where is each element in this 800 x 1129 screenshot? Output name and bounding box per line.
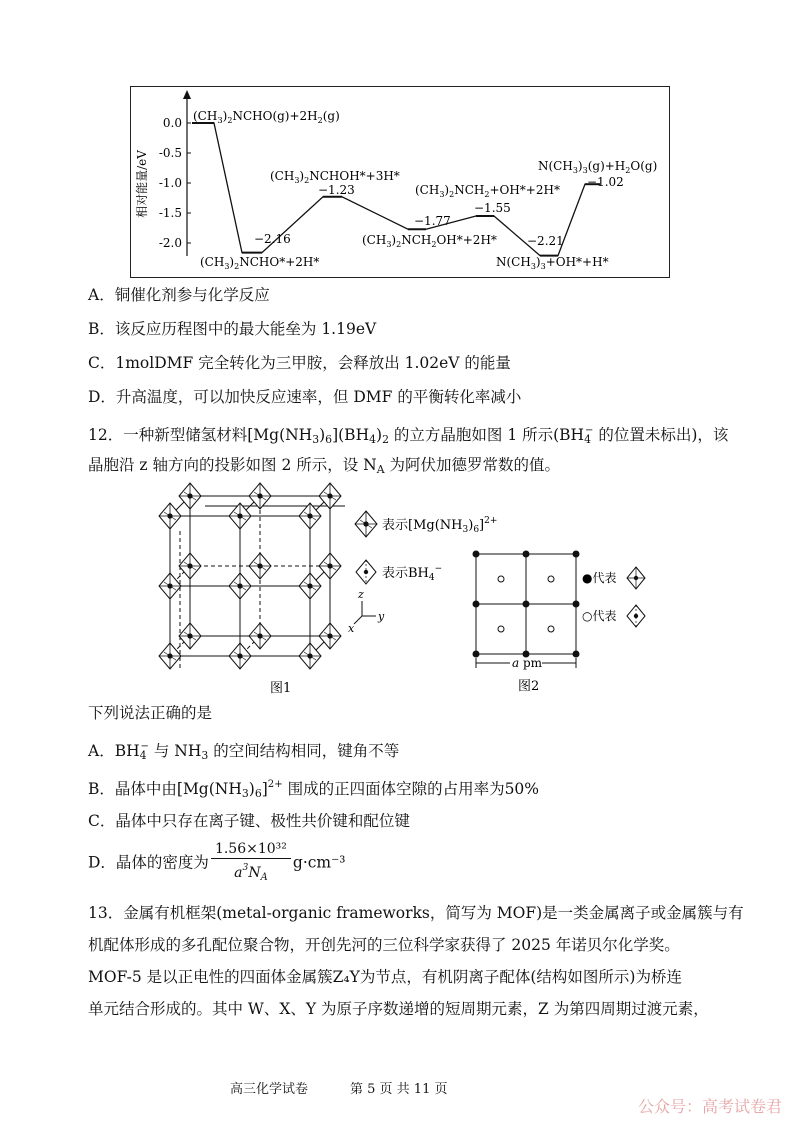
state-labels bbox=[193, 109, 657, 271]
legend-bh4-text: 表示$BH_4^-$ bbox=[382, 564, 443, 583]
footer-subject: 高三化学试卷 bbox=[230, 1082, 309, 1097]
q12-option-a: A．$BH_4^-$ 与 $NH_3$ 的空间结构相同，键角不等 bbox=[88, 741, 400, 762]
watermark: 公众号：高考试卷君 bbox=[637, 1097, 782, 1116]
legend-mg-icon bbox=[355, 511, 377, 537]
svg-text:x: x bbox=[348, 622, 355, 635]
state-label-6: $N(CH_3)_3(g)+H_2O(g)$ bbox=[538, 159, 658, 175]
figure-2-projection bbox=[462, 548, 652, 698]
state-label-5: $N(CH_3)_3+OH*+H*$ bbox=[496, 255, 609, 271]
legend-mg-text: 表示$[Mg(NH_3)_6]^{2+}$ bbox=[382, 516, 498, 535]
energy-value-3: −1.77 bbox=[414, 214, 451, 228]
q12-option-b: B．晶体中由$[Mg(NH_3)_6]^{2+}$ 围成的正四面体空隙的占用率为50% bbox=[88, 779, 540, 800]
q13-line3: MOF-5 是以正电性的四面体金属簇Z₄Y为节点，有机阴离子配体(结构如图所示)为桥连 bbox=[88, 968, 682, 986]
energy-value-6: −1.02 bbox=[587, 175, 624, 189]
legend-bh4-icon bbox=[356, 560, 376, 584]
tick-0: 0.0 bbox=[162, 116, 182, 130]
q12-option-c: C．晶体中只存在离子键、极性共价键和配位键 bbox=[88, 812, 410, 830]
figure-1-caption: 图1 bbox=[270, 681, 292, 696]
y-ticks bbox=[159, 116, 191, 250]
density-fraction: $\frac{\text{1.56×10³²}}{a^3N_A}$ bbox=[211, 840, 291, 887]
tick-4: -2.0 bbox=[158, 236, 182, 250]
tick-1: -0.5 bbox=[158, 146, 182, 160]
energy-value-2: −1.23 bbox=[318, 183, 355, 197]
energy-value-4: −1.55 bbox=[474, 201, 511, 215]
state-label-3: $(CH_3)_2NCH_2OH*+2H*$ bbox=[362, 233, 497, 249]
svg-text:z: z bbox=[358, 588, 364, 601]
energy-value-1: −2.16 bbox=[254, 232, 291, 246]
dimension-label: a pm bbox=[512, 656, 543, 670]
q13-line2: 机配体形成的多孔配位聚合物，开创先河的三位科学家获得了 2025 年诺贝尔化学奖。 bbox=[88, 936, 680, 954]
mg-complex-nodes bbox=[159, 483, 341, 669]
axes-indicator bbox=[348, 588, 385, 635]
legend-open-text: ○代表 bbox=[582, 609, 617, 623]
figure-2-caption: 图2 bbox=[518, 679, 540, 694]
q13-line1: 13．金属有机框架(metal-organic frameworks，简写为 MOF)是一类金属离子或金属簇与有 bbox=[88, 904, 744, 922]
q11-option-b: B．该反应历程图中的最大能垒为 1.19eV bbox=[88, 320, 377, 338]
q12-option-d: D．晶体的密度为 $\frac{\text{1.56×10³²}}{a^3N_A}$ g·cm⁻³ bbox=[88, 840, 346, 887]
q12-stem: 下列说法正确的是 bbox=[88, 704, 213, 722]
q13-line4: 单元结合形成的。其中 W、X、Y 为原子序数递增的短周期元素，Z 为第四周期过渡元素， bbox=[88, 1000, 709, 1018]
energy-profile-diagram bbox=[130, 86, 670, 278]
legend-filled-icon bbox=[627, 567, 645, 589]
legend-filled-text: ●代表 bbox=[582, 571, 617, 585]
q12-stem-line1: 12．一种新型储氢材料$[Mg(NH_3)_6](BH_4)_2$ 的立方晶胞如图 1 所示($BH_4^-$ 的位置未标出)，该 bbox=[88, 425, 729, 446]
state-label-1: $(CH_3)_2NCHO*+2H*$ bbox=[200, 255, 320, 271]
state-label-2: $(CH_3)_2NCHOH*+3H*$ bbox=[270, 169, 400, 185]
state-label-4: $(CH_3)_2NCH_2+OH*+2H*$ bbox=[415, 183, 560, 199]
tick-2: -1.0 bbox=[158, 176, 182, 190]
q12-stem-line2: 晶胞沿 z 轴方向的投影如图 2 所示，设 $N_A$ 为阿伏加德罗常数的值。 bbox=[88, 456, 561, 476]
tick-3: -1.5 bbox=[158, 206, 182, 220]
footer-page-number: 第 5 页 共 11 页 bbox=[350, 1082, 448, 1097]
y-axis-label: 相对能量/eV bbox=[135, 150, 149, 218]
figure-1-crystal-cell bbox=[150, 476, 510, 698]
legend-open-icon bbox=[627, 605, 645, 627]
q11-option-c: C．1molDMF 完全转化为三甲胺，会释放出 1.02eV 的能量 bbox=[88, 354, 511, 372]
svg-text:y: y bbox=[378, 610, 385, 623]
state-label-0: $(CH_3)_2NCHO(g)+2H_2(g)$ bbox=[193, 109, 340, 125]
energy-value-5: −2.21 bbox=[527, 234, 564, 248]
q11-option-d: D．升高温度，可以加快反应速率，但 DMF 的平衡转化率减小 bbox=[88, 388, 522, 406]
q11-option-a: A．铜催化剂参与化学反应 bbox=[88, 286, 270, 304]
